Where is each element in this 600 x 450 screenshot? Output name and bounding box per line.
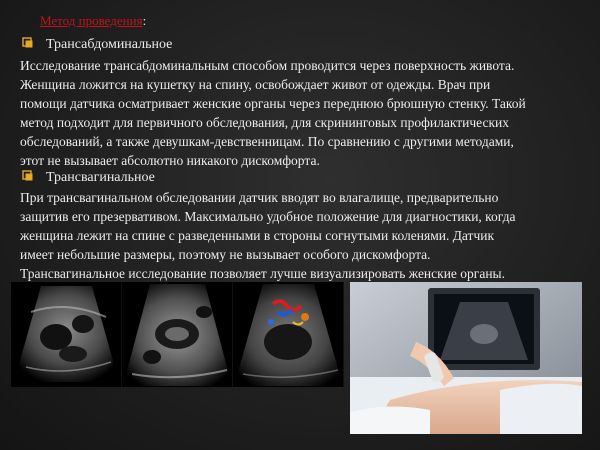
text-line: защитив его презервативом. Максимально удобное положение для диагностики, когда — [20, 209, 516, 224]
text-line: Женщина ложится на кушетку на спину, освобождает живот от одежды. Врач при — [20, 77, 491, 92]
paragraph-transvaginal — [20, 188, 585, 283]
text-line: этот не вызывает абсолютно никакого дискомфорта. — [20, 153, 320, 168]
ultrasound-scan-image — [11, 282, 122, 387]
text-line: женщина лежит на спине с разведенными в стороны согнутыми коленями. Датчик — [20, 228, 495, 243]
text-line: Трансвагинальное исследование позволяет лучше визуализировать женские органы. — [20, 266, 505, 281]
text-line: помощи датчика осматривает женские органы через переднюю брюшную стенку. Такой — [20, 96, 526, 111]
text-line: метод подходит для первичного обследования, для скрининговых профилактических — [20, 115, 509, 130]
paragraph-transabdominal — [20, 56, 585, 170]
ultrasound-scan-image — [122, 282, 233, 387]
bullet-title: Трансабдоминальное — [46, 37, 173, 52]
heading-colon: : — [142, 13, 147, 28]
bullet-transabdominal — [22, 36, 582, 53]
text-line: Исследование трансабдоминальным способом проводится через поверхность живота. — [20, 58, 515, 73]
text-line: При трансвагинальном обследовании датчик вводят во влагалище, предварительно — [20, 190, 499, 205]
square-bullet-icon — [22, 170, 34, 182]
bullet-transvaginal — [22, 169, 582, 186]
doppler-scan-image — [233, 282, 344, 387]
text-line: обследований, а также девушкам-девственницам. По сравнению с другими методами, — [20, 134, 514, 149]
ultrasound-exam-photo — [350, 282, 582, 434]
heading-text: Метод проведения — [40, 13, 143, 28]
ultrasound-images — [11, 282, 344, 387]
text-line: имеет небольшие размеры, поэтому не вызывает особого дискомфорта. — [20, 247, 431, 262]
slide-heading — [40, 13, 146, 29]
bullet-title: Трансвагинальное — [46, 170, 155, 185]
square-bullet-icon — [22, 37, 34, 49]
